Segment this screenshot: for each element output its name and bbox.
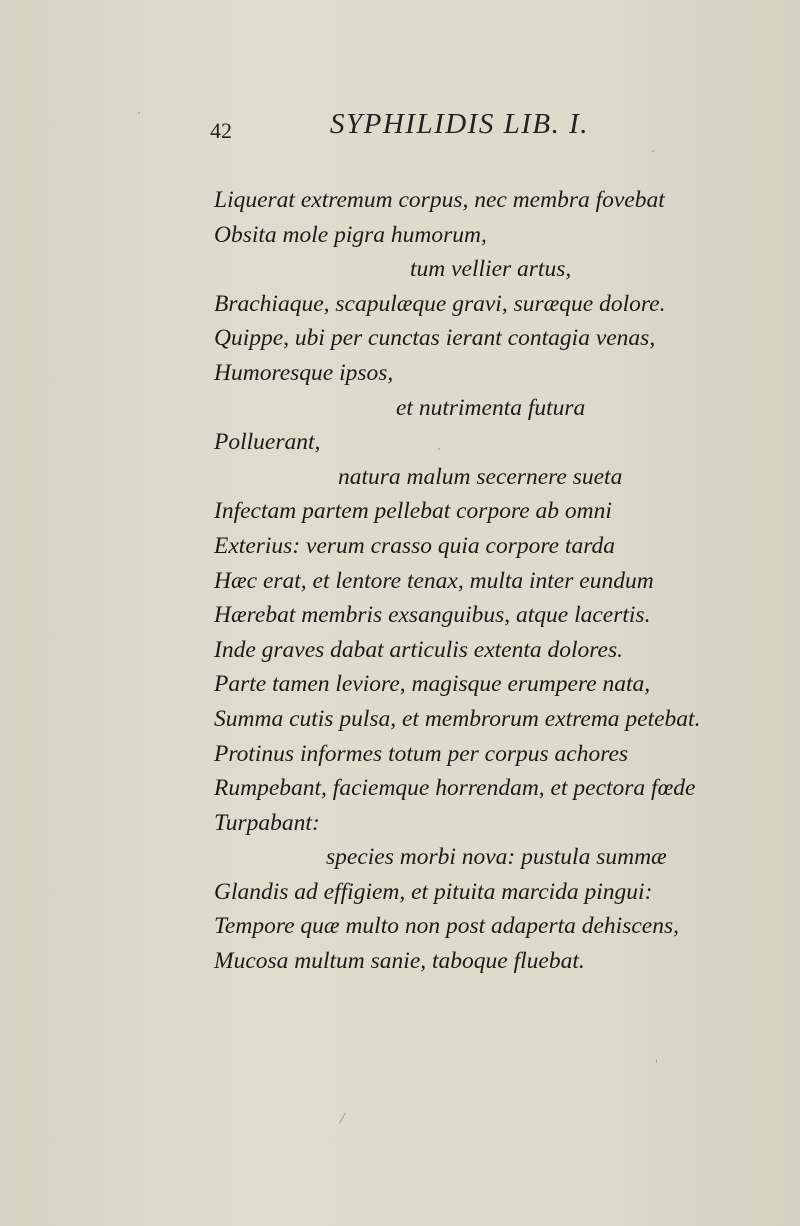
paper-speck xyxy=(656,1059,657,1063)
verse-line: Obsita mole pigra humorum, xyxy=(214,221,487,248)
verse-line: tum vellier artus, xyxy=(410,256,572,283)
verse-line: Protinus informes totum per corpus achores xyxy=(214,740,629,767)
verse-line: Inde graves dabat articulis extenta dolores. xyxy=(214,636,624,663)
verse-line: Glandis ad effigiem, et pituita marcida pingui: xyxy=(214,878,653,905)
verse-line: Quippe, ubi per cunctas ierant contagia venas, xyxy=(214,325,656,352)
verse-line: Liquerat extremum corpus, nec membra fovebat xyxy=(214,187,665,213)
verse-line: Polluerant, xyxy=(214,429,321,456)
page-number: 42 xyxy=(210,118,232,143)
verse-line: natura malum secernere sueta xyxy=(338,463,623,490)
verse-line: Parte tamen leviore, magisque erumpere nata, xyxy=(214,671,651,698)
verse-line: Tempore quæ multo non post adaperta dehiscens, xyxy=(214,913,679,940)
verse-block xyxy=(214,183,794,979)
verse-line: Brachiaque, scapulæque gravi, suræque dolore. xyxy=(214,290,666,317)
verse-line: Hærebat membris exsanguibus, atque lacertis. xyxy=(214,602,651,629)
verse-line: Summa cutis pulsa, et membrorum extrema petebat. xyxy=(214,705,701,732)
paper-speck xyxy=(652,150,654,152)
verse-line: et nutrimenta futura xyxy=(396,394,586,421)
book-title: SYPHILIDIS LIB. I. xyxy=(330,108,589,140)
verse-line: Infectam partem pellebat corpore ab omni xyxy=(214,498,612,525)
running-head xyxy=(210,108,610,148)
verse-line: Exterius: verum crasso quia corpore tarda xyxy=(214,532,615,559)
paper-speck xyxy=(138,112,140,114)
verse-line: species morbi nova: pustula summæ xyxy=(326,844,667,871)
verse-line: Turpabant: xyxy=(214,809,320,836)
verse-line: Hæc erat, et lentore tenax, multa inter eundum xyxy=(214,567,654,594)
paper-speck xyxy=(438,448,440,450)
verse-line: Mucosa multum sanie, taboque fluebat. xyxy=(214,948,585,975)
paper-speck xyxy=(339,1113,346,1124)
verse-line: Rumpebant, faciemque horrendam, et pectora fœde xyxy=(214,775,696,802)
verse-line: Humoresque ipsos, xyxy=(214,359,394,386)
